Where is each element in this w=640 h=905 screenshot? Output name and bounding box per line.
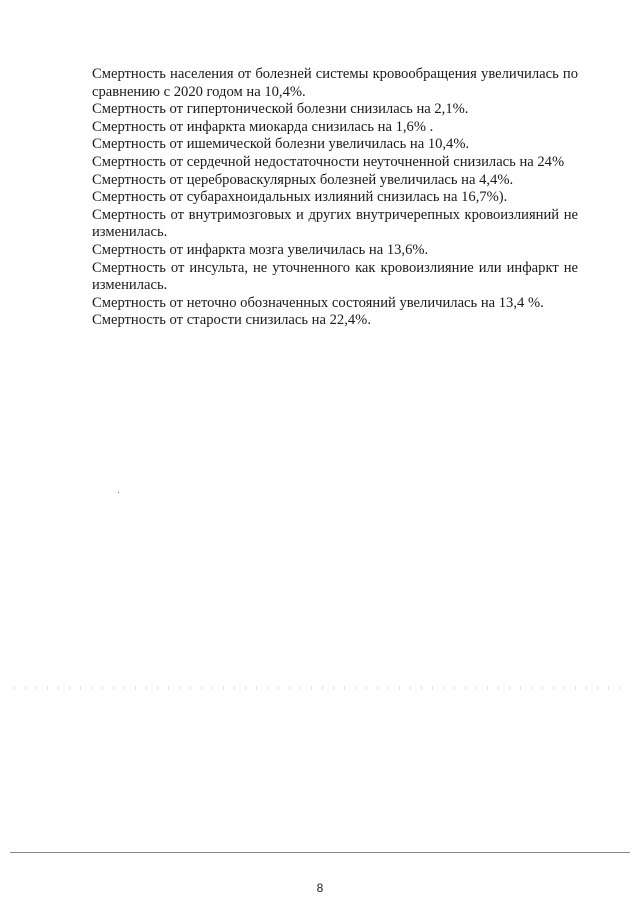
scan-artifact-line — [14, 686, 620, 690]
paragraph-hypertension-mortality: Смертность от гипертонической болезни снизилась на 2,1%. — [92, 101, 469, 118]
footer-divider — [10, 852, 630, 853]
paragraph-subarachnoid-mortality: Смертность от субарахноидальных излияний снизилась на 16,7%). — [92, 189, 508, 206]
paragraph-circulatory-mortality: Смертность населения от болезней системы кровообращения увеличилась по сравнению с 2020 годом на 10,4%. — [92, 66, 578, 100]
paragraph-heart-failure-mortality: Смертность от сердечной недостаточности неуточненной снизилась на 24% — [92, 153, 565, 170]
body-text — [92, 66, 578, 330]
paragraph-intracranial-hemorrhage-mortality: Смертность от внутримозговых и других внутричерепных кровоизлияний не изменилась. — [92, 206, 578, 241]
paragraph-ischemic-disease-mortality: Смертность от ишемической болезни увеличилась на 10,4%. — [92, 136, 470, 153]
paragraph-old-age-mortality: Смертность от старости снизилась на 22,4%. — [92, 312, 371, 329]
paragraph-ill-defined-conditions-mortality: Смертность от неточно обозначенных состояний увеличилась на 13,4 %. — [92, 294, 544, 311]
paragraph-cerebrovascular-mortality: Смертность от цереброваскулярных болезней увеличилась на 4,4%. — [92, 171, 514, 188]
paragraph-myocardial-infarction-mortality: Смертность от инфаркта миокарда снизилась на 1,6% . — [92, 118, 434, 135]
paragraph-cerebral-infarction-mortality: Смертность от инфаркта мозга увеличилась на 13,6%. — [92, 241, 429, 258]
scan-speck — [118, 492, 119, 493]
page-number: 8 — [316, 881, 324, 895]
paragraph-stroke-unspecified-mortality: Смертность от инсульта, не уточненного как кровоизлияние или инфаркт не изменилась. — [92, 259, 578, 294]
